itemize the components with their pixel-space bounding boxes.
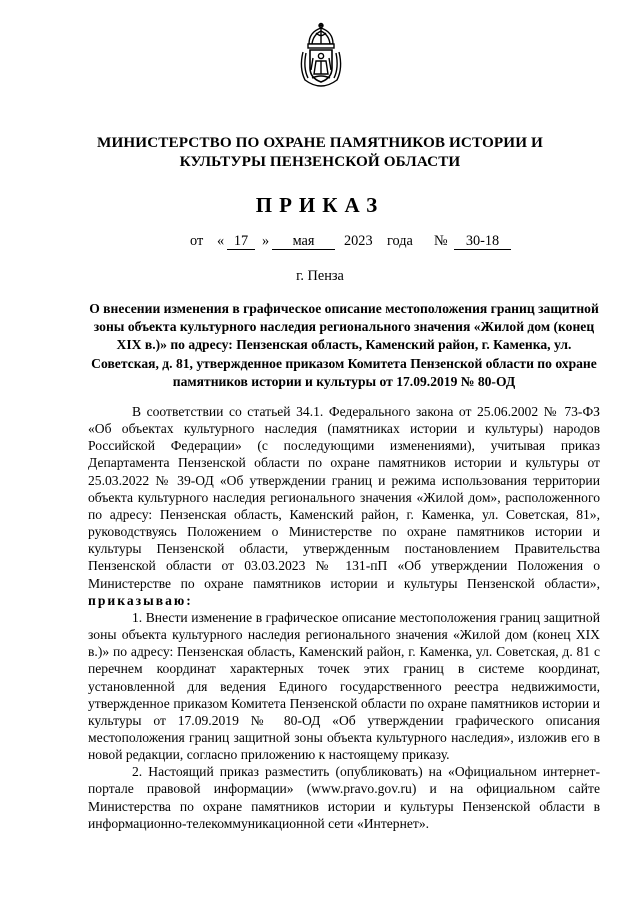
coat-of-arms-icon <box>297 22 345 88</box>
order-from-label: от <box>190 233 204 249</box>
order-day: 17 <box>227 232 255 250</box>
order-body <box>88 403 600 832</box>
item-2-paragraph: 2. Настоящий приказ разместить (опубликовать) на «Официальном интернет-портале правовой информации» (www.pravo.gov.ru) и на официальном сайте Министерства по охране памятников истории и культуры Пензенской области в информационно-телекоммуникационной сети «Интернет». <box>88 764 600 831</box>
city: г. Пенза <box>296 268 344 284</box>
order-number-label: № <box>434 233 448 249</box>
order-title: ПРИКАЗ <box>255 193 385 217</box>
order-number: 30-18 <box>454 232 511 250</box>
order-month: мая <box>272 232 335 250</box>
order-year-label: года <box>387 233 413 249</box>
order-word: приказываю: <box>88 592 193 608</box>
order-year: 2023 <box>344 233 373 249</box>
preamble-text: В соответствии со статьей 34.1. Федерального закона от 25.06.2002 № 73-ФЗ «Об объектах культурного наследия (памятниках истории и культуры) народов Российской Федерации» (с последующими изменениями), учитывая приказ Департамента Пензенской области по охране памятников истории и культуры от 25.03.2022 № 39-ОД «Об утверждении границ и режима использования территории объекта культурного наследия регионального значения «Жилой дом», расположенного по адресу: Пензенская область, Каменский район, г. Каменка, ул. Советская, 81», руководствуясь Положением о Министерстве по охране памятников истории и культуры Пензенской области, утвержденным постановлением Правительства Пензенской области от 03.03.2023 № 131-пП «Об утверждении Положения о Министерстве по охране памятников истории и культуры Пензенской области», <box>88 404 600 591</box>
preamble-paragraph <box>88 403 600 609</box>
ministry-name: МИНИСТЕРСТВО ПО ОХРАНЕ ПАМЯТНИКОВ ИСТОРИИ И КУЛЬТУРЫ ПЕНЗЕНСКОЙ ОБЛАСТИ <box>97 134 543 170</box>
quote-open: « <box>217 233 225 249</box>
item-1-paragraph: 1. Внести изменение в графическое описание местоположения границ защитной зоны объекта культурного наследия регионального значения «Жилой дом (конец XIX в.)» по адресу: Пензенская область, Каменский район, г. Каменка, ул. Советская, д. 81 с перечнем координат характерных точек этих границ в системе координат, установленной для ведения Единого государственного реестра недвижимости, утвержденное приказом Комитета Пензенской области по охране памятников истории и культуры от 17.09.2019 № 80-ОД «Об утверждении графического описания местоположения границ защитной зоны объекта культурного наследия», изложив его в новой редакции, согласно приложению к настоящему приказу. <box>88 609 600 763</box>
quote-close: » <box>262 233 270 249</box>
order-subject: О внесении изменения в графическое описание местоположения границ защитной зоны объекта культурного наследия регионального значения «Жилой дом (конец XIX в.)» по адресу: Пензенская область, Каменский район, г. Каменка, ул. Советская, д. 81, утвержденное приказом Комитета Пензенской области по охране памятников истории и культуры от 17.09.2019 № 80-ОД <box>89 301 599 389</box>
